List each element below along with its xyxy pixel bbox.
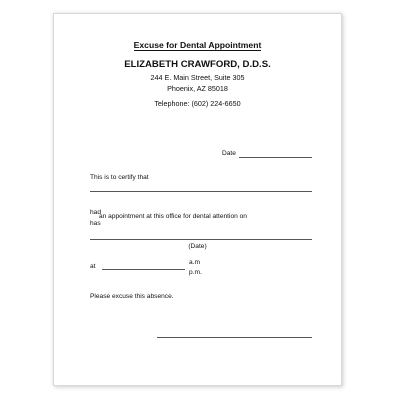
signature-line[interactable] xyxy=(157,337,312,338)
am-option: a.m xyxy=(189,259,200,266)
pm-option: p.m. xyxy=(189,269,202,276)
appointment-text: an appointment at this office for dental attention on xyxy=(99,213,247,220)
date-label: Date xyxy=(222,150,236,157)
address-line-2: Phoenix, AZ 85018 xyxy=(167,84,228,93)
telephone: Telephone: (602) 224-6650 xyxy=(154,99,241,108)
time-line[interactable] xyxy=(102,269,185,270)
form-title: Excuse for Dental Appointment xyxy=(133,40,262,50)
excuse-text: Please excuse this absence. xyxy=(90,293,174,300)
date-caption: (Date) xyxy=(188,243,207,250)
has-option: has xyxy=(90,220,101,227)
at-label: at xyxy=(90,263,96,270)
address-line-1: 244 E. Main Street, Suite 305 xyxy=(150,73,245,82)
date-line[interactable] xyxy=(239,157,312,158)
appointment-date-line[interactable] xyxy=(90,239,312,240)
dentist-name: ELIZABETH CRAWFORD, D.D.S. xyxy=(124,59,271,70)
excuse-form-sheet xyxy=(53,13,342,386)
patient-name-line[interactable] xyxy=(90,191,312,192)
certify-text: This is to certify that xyxy=(90,174,149,181)
had-option: had xyxy=(90,209,102,216)
